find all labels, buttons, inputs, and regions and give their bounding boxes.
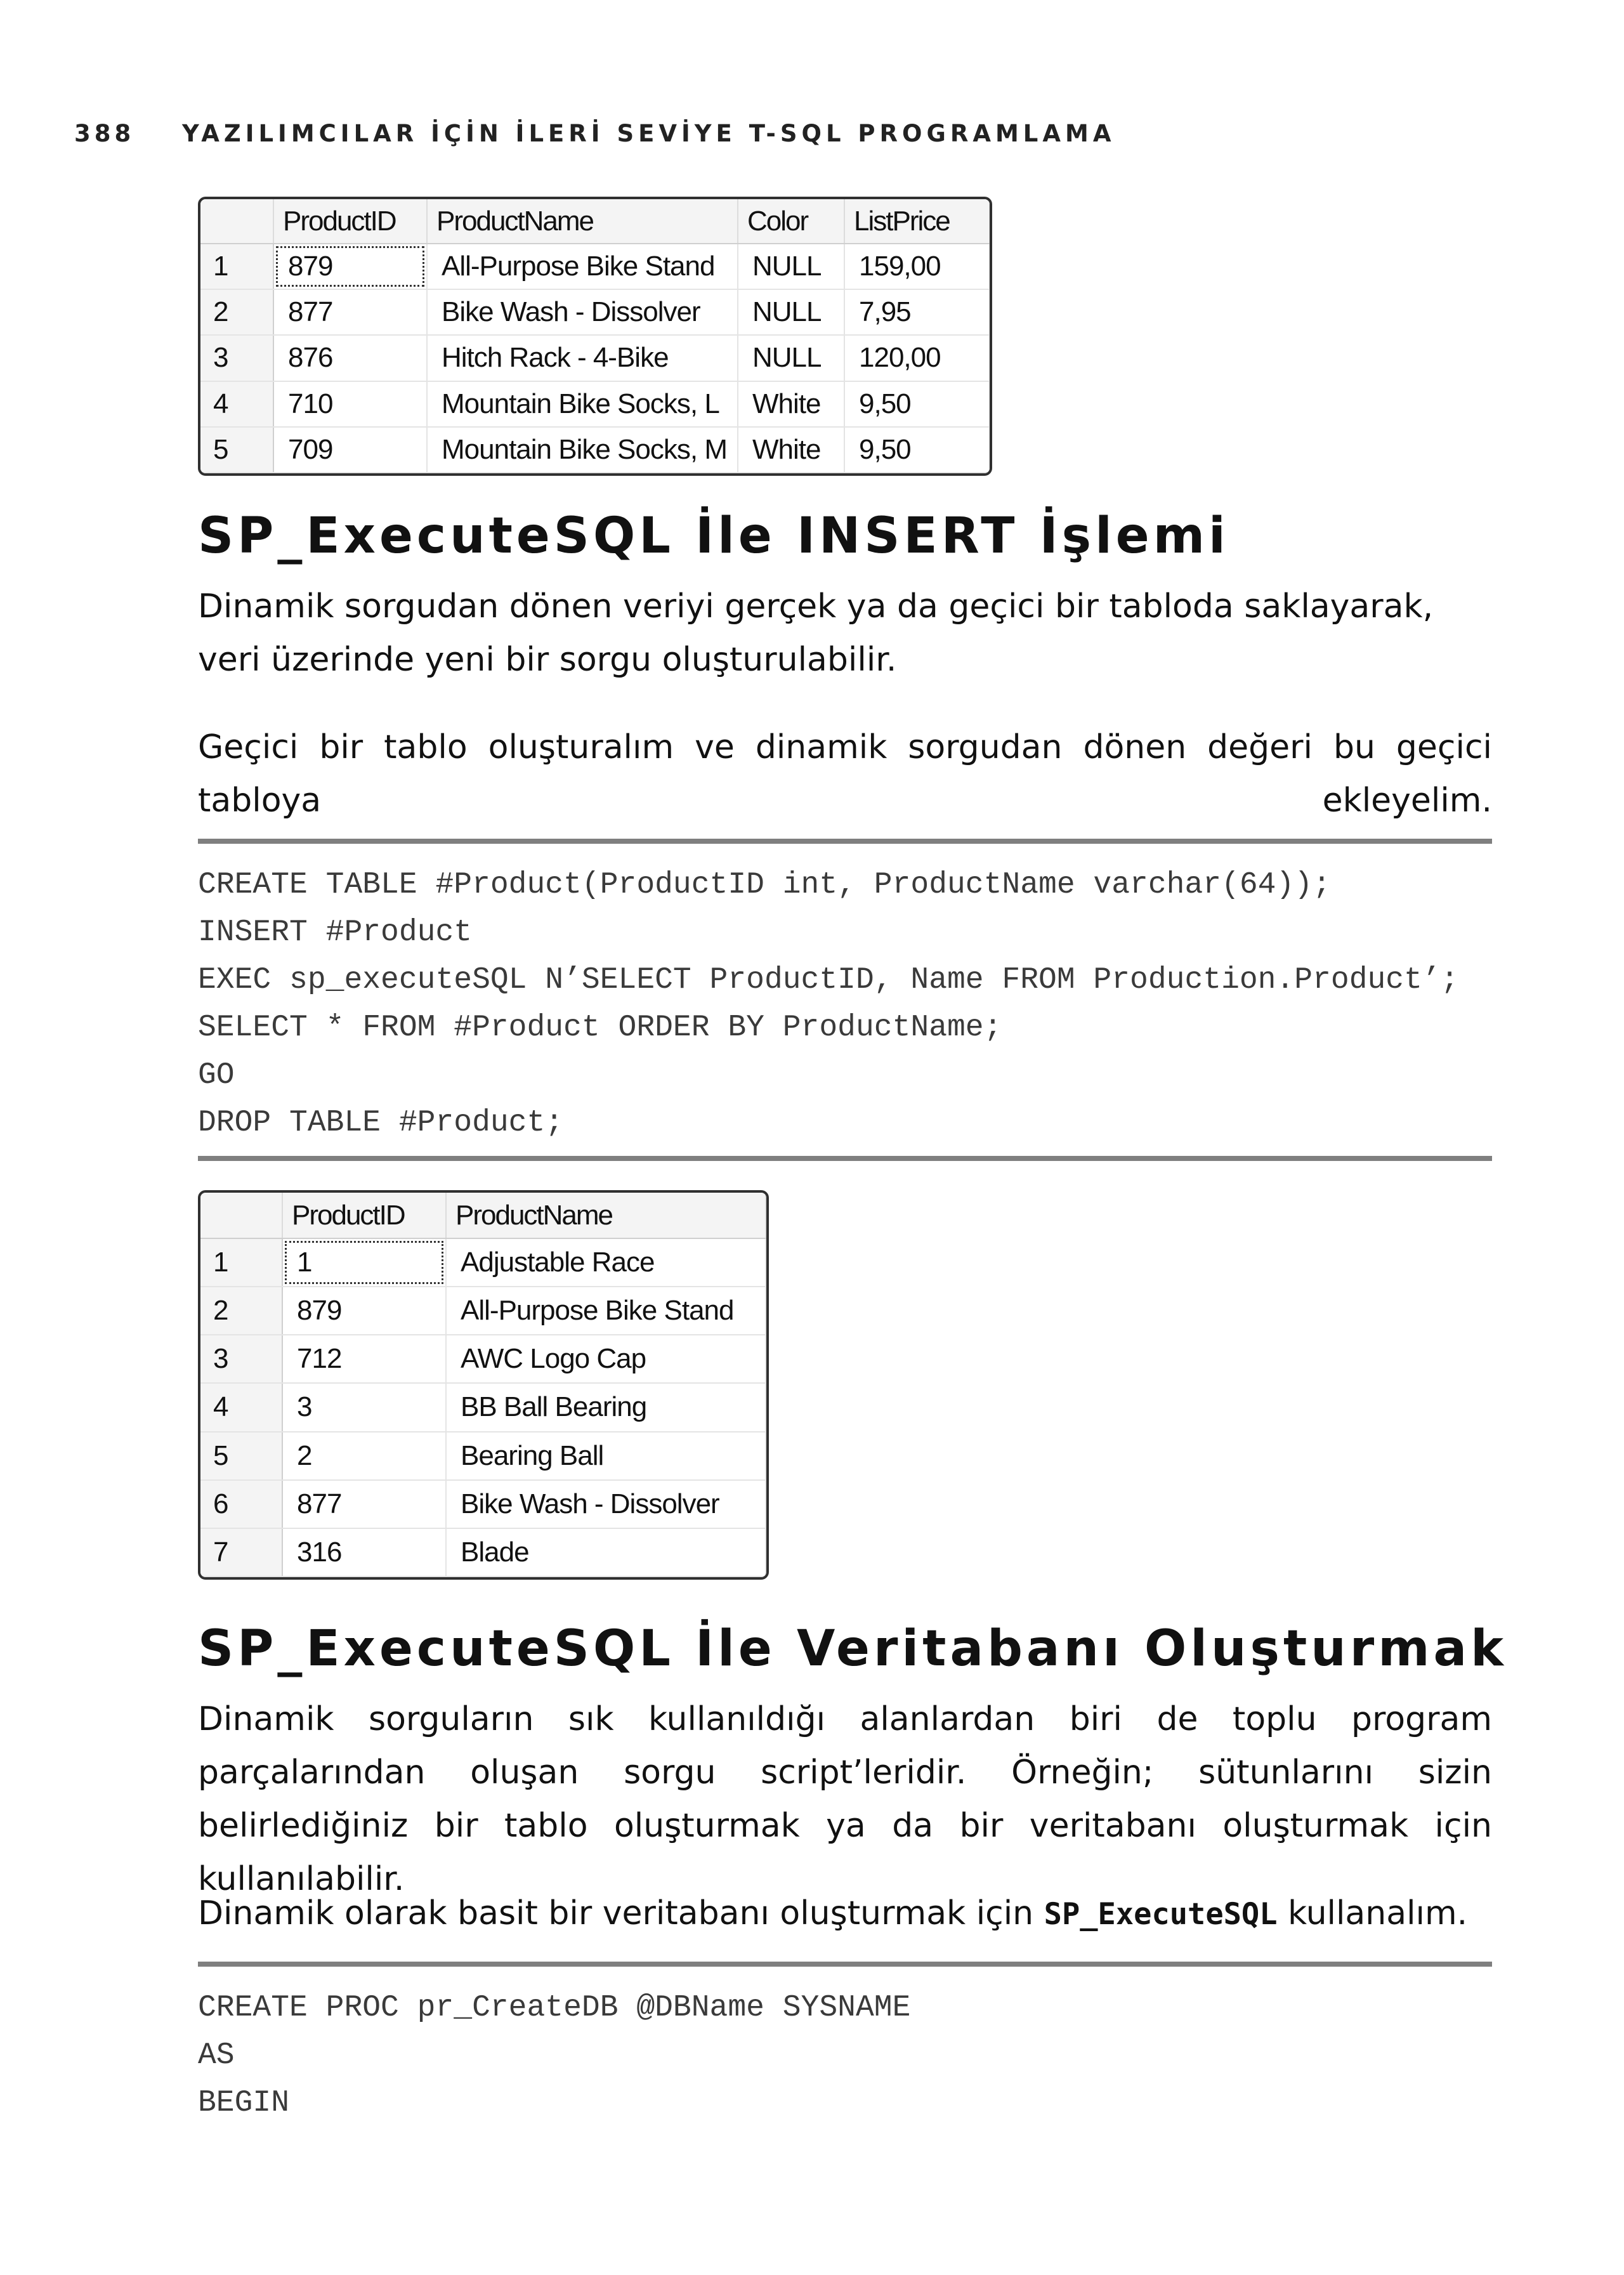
grid-cell[interactable]: Bearing Ball (446, 1432, 766, 1480)
grid-cell[interactable]: 3 (282, 1383, 446, 1431)
code-rule-top (198, 1962, 1492, 1967)
grid-cell[interactable]: 710 (273, 381, 427, 427)
grid-cell[interactable]: 7,95 (844, 289, 990, 335)
column-header-productname[interactable]: ProductName (446, 1193, 766, 1238)
paragraph-text: Dinamik olarak basit bir veritabanı oluşturmak için (198, 1894, 1044, 1932)
code-line: INSERT #Product (198, 915, 473, 950)
column-header-productid[interactable]: ProductID (273, 199, 427, 244)
result-table-1 (200, 199, 990, 473)
grid-cell[interactable]: Bike Wash - Dissolver (427, 289, 738, 335)
code-line: EXEC sp_executeSQL N’SELECT ProductID, Name FROM Production.Product’; (198, 963, 1459, 997)
row-number[interactable]: 3 (200, 1335, 282, 1383)
grid-header-row (200, 1193, 766, 1238)
result-table-2 (200, 1193, 766, 1577)
column-header-productid[interactable]: ProductID (282, 1193, 446, 1238)
inline-code-sp-executesql: SP_ExecuteSQL (1044, 1897, 1278, 1932)
grid-cell[interactable]: 877 (273, 289, 427, 335)
code-line: SELECT * FROM #Product ORDER BY ProductName; (198, 1011, 1002, 1045)
paragraph-text: kullanalım. (1277, 1894, 1468, 1932)
grid-cell[interactable]: 879 (282, 1287, 446, 1335)
page-number: 388 (74, 119, 135, 147)
row-number[interactable]: 4 (200, 1383, 282, 1431)
column-header-color[interactable]: Color (738, 199, 844, 244)
code-line: BEGIN (198, 2086, 290, 2120)
code-line: GO (198, 1058, 235, 1092)
grid-cell[interactable]: Hitch Rack - 4-Bike (427, 335, 738, 381)
section-heading-insert: SP_ExecuteSQL İle INSERT İşlemi (198, 508, 1229, 565)
table-row (200, 1432, 766, 1480)
paragraph-create-db (198, 1887, 1492, 1941)
grid-cell[interactable]: Bike Wash - Dissolver (446, 1480, 766, 1528)
grid-cell[interactable]: 709 (273, 427, 427, 473)
grid-cell[interactable]: 9,50 (844, 427, 990, 473)
row-number[interactable]: 3 (200, 335, 273, 381)
table-row (200, 1287, 766, 1335)
row-number[interactable]: 4 (200, 381, 273, 427)
grid-header-row (200, 199, 990, 244)
grid-cell[interactable]: BB Ball Bearing (446, 1383, 766, 1431)
grid-cell[interactable]: 316 (282, 1528, 446, 1577)
running-head (74, 119, 1115, 147)
grid-cell[interactable]: All-Purpose Bike Stand (427, 244, 738, 289)
code-block-create-proc (198, 1984, 910, 2127)
grid-cell[interactable]: 9,50 (844, 381, 990, 427)
column-header-productname[interactable]: ProductName (427, 199, 738, 244)
grid-cell[interactable]: NULL (738, 335, 844, 381)
section-heading-create-db: SP_ExecuteSQL İle Veritabanı Oluşturmak (198, 1620, 1508, 1677)
grid-cell[interactable]: NULL (738, 289, 844, 335)
row-number[interactable]: 2 (200, 289, 273, 335)
code-block-insert (198, 862, 1459, 1147)
row-number[interactable]: 1 (200, 1238, 282, 1287)
table-row (200, 1480, 766, 1528)
code-line: CREATE PROC pr_CreateDB @DBName SYSNAME (198, 1991, 911, 2025)
code-line: CREATE TABLE #Product(ProductID int, ProductName varchar(64)); (198, 868, 1331, 902)
table-row (200, 335, 990, 381)
result-grid-2 (198, 1190, 769, 1580)
grid-cell-selected[interactable]: 1 (282, 1238, 446, 1287)
column-header-listprice[interactable]: ListPrice (844, 199, 990, 244)
grid-cell-selected[interactable]: 879 (273, 244, 427, 289)
grid-cell[interactable]: AWC Logo Cap (446, 1335, 766, 1383)
row-number[interactable]: 6 (200, 1480, 282, 1528)
grid-cell[interactable]: Blade (446, 1528, 766, 1577)
grid-cell[interactable]: 120,00 (844, 335, 990, 381)
table-row (200, 1335, 766, 1383)
grid-cell[interactable]: 712 (282, 1335, 446, 1383)
paragraph-temp-table: Geçici bir tablo oluşturalım ve dinamik sorgudan dönen değeri bu geçici tabloya ekleyelim. (198, 728, 1492, 820)
table-row (200, 381, 990, 427)
table-row (200, 244, 990, 289)
table-row (200, 427, 990, 473)
grid-cell[interactable]: Mountain Bike Socks, M (427, 427, 738, 473)
row-number[interactable]: 5 (200, 1432, 282, 1480)
row-number[interactable]: 2 (200, 1287, 282, 1335)
grid-corner (200, 1193, 282, 1238)
code-line: AS (198, 2038, 235, 2073)
grid-cell[interactable]: 159,00 (844, 244, 990, 289)
row-number[interactable]: 1 (200, 244, 273, 289)
table-row (200, 1383, 766, 1431)
grid-cell[interactable]: Mountain Bike Socks, L (427, 381, 738, 427)
grid-cell[interactable]: White (738, 427, 844, 473)
code-rule-top (198, 839, 1492, 844)
grid-cell[interactable]: All-Purpose Bike Stand (446, 1287, 766, 1335)
table-row (200, 289, 990, 335)
grid-cell[interactable]: 2 (282, 1432, 446, 1480)
grid-corner (200, 199, 273, 244)
row-number[interactable]: 5 (200, 427, 273, 473)
table-row (200, 1238, 766, 1287)
paragraph-dynamic-queries: Dinamik sorguların sık kullanıldığı alanlardan biri de toplu program parçalarından oluşan sorgu script’leridir. Örneğin; sütunlarını sizin belirlediğiniz bir tablo oluşturmak ya da bir veritabanı oluşturmak için kullanılabilir. (198, 1700, 1492, 1898)
grid-cell[interactable]: 877 (282, 1480, 446, 1528)
book-title: YAZILIMCILAR İÇİN İLERİ SEVİYE T-SQL PROGRAMLAMA (182, 119, 1116, 147)
table-row (200, 1528, 766, 1577)
paragraph-intro: Dinamik sorgudan dönen veriyi gerçek ya da geçici bir tabloda saklayarak, veri üzerinde yeni bir sorgu oluşturulabilir. (198, 587, 1434, 679)
grid-cell[interactable]: 876 (273, 335, 427, 381)
code-rule-bottom (198, 1156, 1492, 1161)
result-grid-1 (198, 197, 992, 476)
grid-cell[interactable]: Adjustable Race (446, 1238, 766, 1287)
row-number[interactable]: 7 (200, 1528, 282, 1577)
grid-cell[interactable]: NULL (738, 244, 844, 289)
grid-cell[interactable]: White (738, 381, 844, 427)
code-line: DROP TABLE #Product; (198, 1106, 564, 1140)
